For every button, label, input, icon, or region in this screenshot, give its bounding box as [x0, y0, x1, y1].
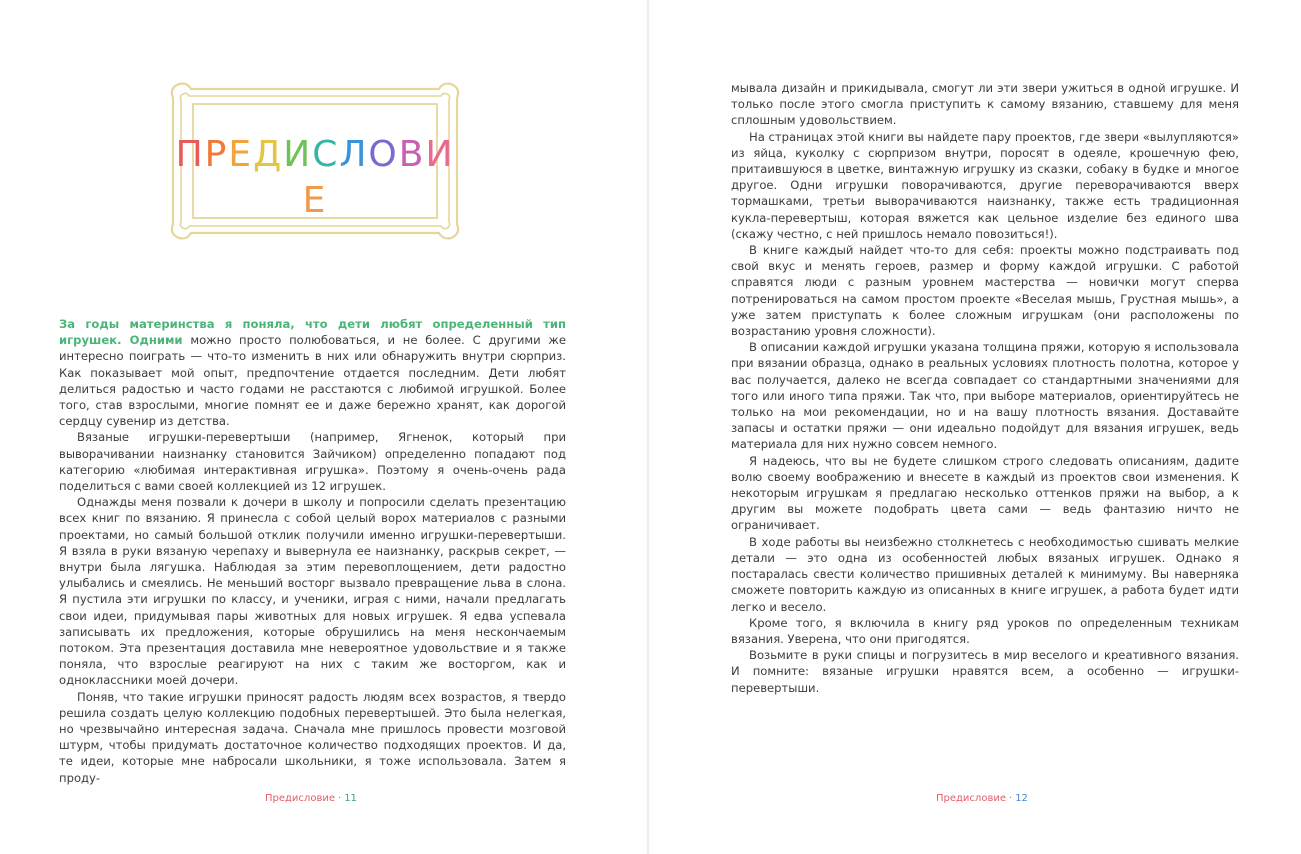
paragraph: Возьмите в руки спицы и погрузитесь в мир веселого и креативного вязания. И помните: вязаные игрушки нравятся всем, а особенно — игрушки-перевертыши. [731, 648, 1239, 695]
title-frame [165, 80, 465, 242]
page-footer-right [936, 793, 1028, 805]
page-title [165, 132, 465, 221]
title-letter: Р [204, 134, 229, 175]
page-number: 12 [1015, 793, 1028, 804]
footer-label: Предисловие [265, 793, 335, 804]
title-letter: Л [339, 134, 369, 175]
paragraph-text: можно просто полюбоваться, и не более. С другими же интересно поиграть — что-то изменить в них или обнаружить внутри сюрприз. Как показывает мой опыт, предпочтение отдается последним. Дети любят делиться радостью и часто годами не расстаются с любимой игрушкой. Более того, став взрослыми, многие помнят ее и даже бережно хранят, как дорогой сердцу сувенир из детства. [59, 333, 566, 429]
title-letter: В [398, 134, 426, 175]
paragraph [59, 316, 566, 429]
paragraph: Однажды меня позвали к дочери в школу и попросили сделать презентацию всех книг по вязанию. Я принесла с собой целый ворох материалов с разными проектами, но самый большой отклик получили именно игрушки-перевертыши. Я взяла в руки вязаную черепаху и вывернула ее наизнанку, раскрыв секрет, — внутри была лягушка. Наблюдая за этим перевоплощением, дети радостно улыбались и смеялись. Не меньший восторг вызвало превращение льва в слона. Я пустила эти игрушки по классу, и ученики, играя с ними, начали предлагать свои идеи, придумывая пары животных для новых игрушек. Я едва успевала записывать их предложения, которые обрушились на меня нескончаемым потоком. Эта презентация доставила мне невероятное удовольствие и я также поняла, что взрослые реагируют на них с таким же восторгом, как и одноклассники моей дочери. [59, 495, 566, 688]
left-body-text [59, 316, 566, 786]
paragraph: На страницах этой книги вы найдете пару проектов, где звери «вылупляются» из яйца, куколку с сюрпризом внутри, поросят в одеяле, крошечную фею, притаившуюся в цветке, винтажную игрушку из сказки, собаку в будке и многое другое. Одни игрушки поворачиваются, другие переворачиваются вверх тормашками, третьи выворачиваются наизнанку, также есть традиционная кукла-перевертыш, которая вяжется как цельное изделие без единого шва (скажу честно, с ней пришлось немало повозиться!). [731, 129, 1239, 241]
right-page [650, 0, 1301, 854]
paragraph: В ходе работы вы неизбежно столкнетесь с необходимостью сшивать мелкие детали — это одна из особенностей любых вязаных игрушек. Однако я постаралась свести количество пришивных деталей к минимуму. Вы наверняка сможете повторить каждую из описанных в книге игрушек, а работа будет идти легко и весело. [731, 534, 1239, 614]
left-page [0, 0, 646, 854]
title-letter: Д [253, 134, 284, 175]
lead-sentence: За годы материнства я поняла, что дети любят определенный тип игрушек. Одними [59, 317, 566, 348]
page-footer-left [265, 793, 357, 805]
footer-separator: · [1009, 793, 1013, 804]
footer-separator: · [338, 793, 342, 804]
title-letter: С [312, 134, 340, 175]
title-letter: Е [228, 134, 254, 175]
paragraph: В описании каждой игрушки указана толщина пряжи, которую я использовала при вязании образца, однако в реальных условиях плотность полотна, которое у вас получается, далеко не всегда совпадает со стандартными значениями для того или иного типа пряжи. Так что, при выборе материалов, ориентируйтесь не только на мои рекомендации, но и на вашу плотность вязания. Доставайте запасы и остатки пряжи — они идеально подойдут для вязания игрушек, ведь материала для них нужно совсем немного. [731, 340, 1239, 452]
title-letter: Е [302, 180, 328, 221]
title-letter: И [425, 134, 455, 175]
right-body-text [731, 80, 1239, 696]
title-letter: И [283, 134, 313, 175]
paragraph: В книге каждый найдет что-то для себя: проекты можно подстраивать под свой вкус и менять героев, размер и форму каждой игрушки. С работой справятся люди с разным уровнем мастерства — новички могут сперва потренироваться на самом простом проекте «Веселая мышь, Грустная мышь», а уже затем приступать к более сложным игрушкам (они расположены по возрастанию уровня сложности). [731, 243, 1239, 339]
paragraph: Вязаные игрушки-перевертыши (например, Ягненок, который при выворачивании наизнанку становится Зайчиком) определенно попадают под категорию «любимая интерактивная игрушка». Поэтому я очень-очень рада поделиться с вами своей коллекцией из 12 игрушек. [59, 430, 566, 494]
title-letter: П [175, 134, 205, 175]
paragraph: мывала дизайн и прикидывала, смогут ли эти звери ужиться в одной игрушке. И только после этого смогла приступить к самому вязанию, ставшему для меня сплошным удовольствием. [731, 81, 1239, 128]
paragraph: Кроме того, я включила в книгу ряд уроков по определенным техникам вязания. Уверена, что они пригодятся. [731, 615, 1239, 646]
paragraph: Я надеюсь, что вы не будете слишком строго следовать описаниям, дадите волю своему воображению и внесете в каждый из проектов свои изменения. К некоторым игрушкам я предлагаю несколько оттенков пряжи на выбор, а к другим вы можете подобрать цвета сами — ведь фантазию ничто не ограничивает. [731, 453, 1239, 533]
page-number: 11 [344, 793, 357, 804]
paragraph: Поняв, что такие игрушки приносят радость людям всех возрастов, я твердо решила создать целую коллекцию подобных перевертышей. Это была нелегкая, но чрезвычайно интересная задача. Сначала мне пришлось провести мозговой штурм, чтобы придумать достаточное количество подходящих проектов. И да, те идеи, которые мне набросали школьники, я тоже использовала. Затем я проду- [59, 689, 566, 785]
footer-label: Предисловие [936, 793, 1006, 804]
title-letter: О [368, 134, 399, 175]
